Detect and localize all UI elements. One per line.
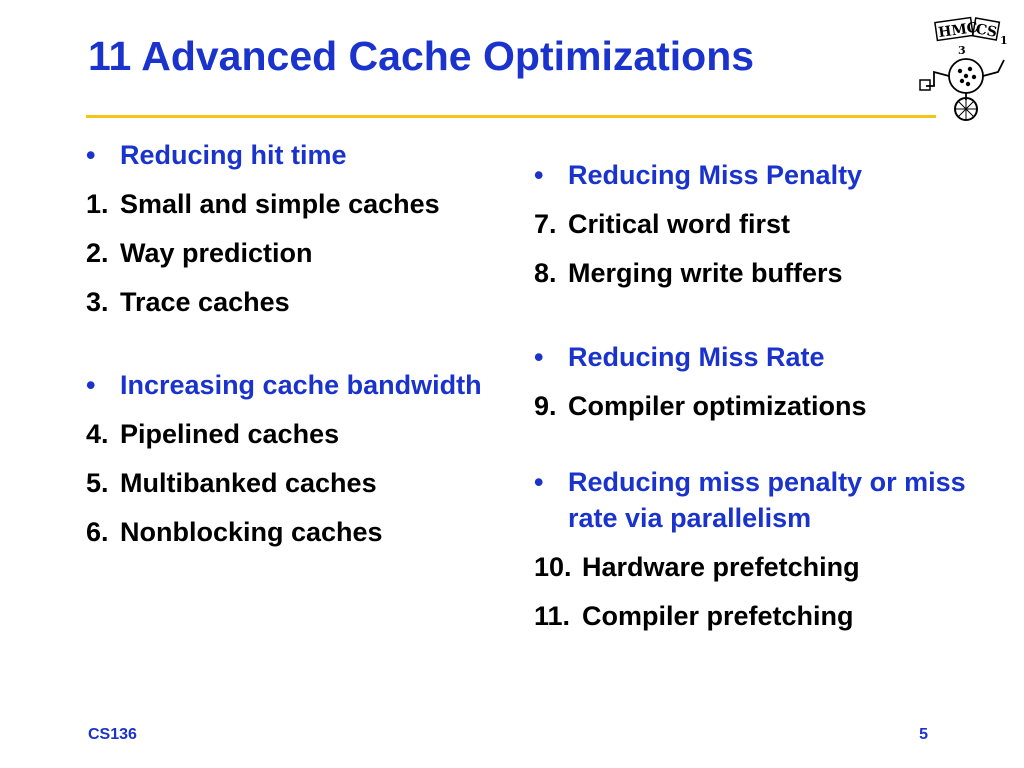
section-heading-hit-time xyxy=(82,137,522,173)
list-item-text: Trace caches xyxy=(120,287,290,317)
footer-course-label: CS136 xyxy=(88,726,137,743)
list-item-number: 1. xyxy=(86,189,109,219)
list-item-text: Merging write buffers xyxy=(568,258,843,288)
bullet-icon: • xyxy=(534,467,544,497)
list-item-number: 6. xyxy=(86,517,109,547)
list-item-number: 3. xyxy=(86,287,109,317)
slide-title: 11 Advanced Cache Optimizations xyxy=(88,33,755,79)
section-heading-text: Reducing Miss Rate xyxy=(568,342,825,372)
list-item-number: 5. xyxy=(86,468,109,498)
section-heading-text: Increasing cache bandwidth xyxy=(120,370,482,400)
right-column xyxy=(530,157,990,634)
section-heading-miss-penalty xyxy=(530,157,990,193)
list-item-11 xyxy=(530,598,990,634)
list-item-text: Way prediction xyxy=(120,238,313,268)
list-item-7 xyxy=(530,206,990,242)
list-item-text: Nonblocking caches xyxy=(120,517,383,547)
section-heading-parallelism xyxy=(530,464,990,536)
left-column xyxy=(82,137,522,550)
hmc-cs-logo xyxy=(918,14,1016,122)
list-item-1 xyxy=(82,186,522,222)
list-item-4 xyxy=(82,416,522,452)
list-item-number: 9. xyxy=(534,391,557,421)
list-item-text: Hardware prefetching xyxy=(582,552,860,582)
logo-corner-digit: 1 xyxy=(1000,34,1008,47)
section-heading-text: Reducing miss penalty or miss rate via parallelism xyxy=(568,467,966,533)
section-heading-miss-rate xyxy=(530,339,990,375)
bullet-icon: • xyxy=(86,370,96,400)
list-item-text: Compiler prefetching xyxy=(582,601,854,631)
list-item-number: 7. xyxy=(534,209,557,239)
list-item-number: 4. xyxy=(86,419,109,449)
logo-text-cs: CS xyxy=(974,21,999,41)
list-item-number: 10. xyxy=(534,552,572,582)
title-underline-rule xyxy=(86,115,936,118)
bullet-icon: • xyxy=(534,160,544,190)
list-item-3 xyxy=(82,284,522,320)
section-heading-text: Reducing hit time xyxy=(120,140,347,170)
list-item-10 xyxy=(530,549,990,585)
logo-text-hmc: HMC xyxy=(937,19,980,42)
list-item-5 xyxy=(82,465,522,501)
list-item-number: 8. xyxy=(534,258,557,288)
bullet-icon: • xyxy=(86,140,96,170)
list-item-6 xyxy=(82,514,522,550)
list-item-text: Compiler optimizations xyxy=(568,391,867,421)
list-item-text: Pipelined caches xyxy=(120,419,340,449)
logo-small-digit: 3 xyxy=(958,44,966,57)
list-item-9 xyxy=(530,388,990,424)
list-item-8 xyxy=(530,255,990,291)
list-item-2 xyxy=(82,235,522,271)
list-item-text: Multibanked caches xyxy=(120,468,377,498)
footer-page-number: 5 xyxy=(919,726,928,743)
section-heading-text: Reducing Miss Penalty xyxy=(568,160,863,190)
list-item-number: 2. xyxy=(86,238,109,268)
list-item-text: Critical word first xyxy=(568,209,791,239)
list-item-text: Small and simple caches xyxy=(120,189,440,219)
list-item-number: 11. xyxy=(534,601,571,631)
section-heading-bandwidth xyxy=(82,367,522,403)
bullet-icon: • xyxy=(534,342,544,372)
